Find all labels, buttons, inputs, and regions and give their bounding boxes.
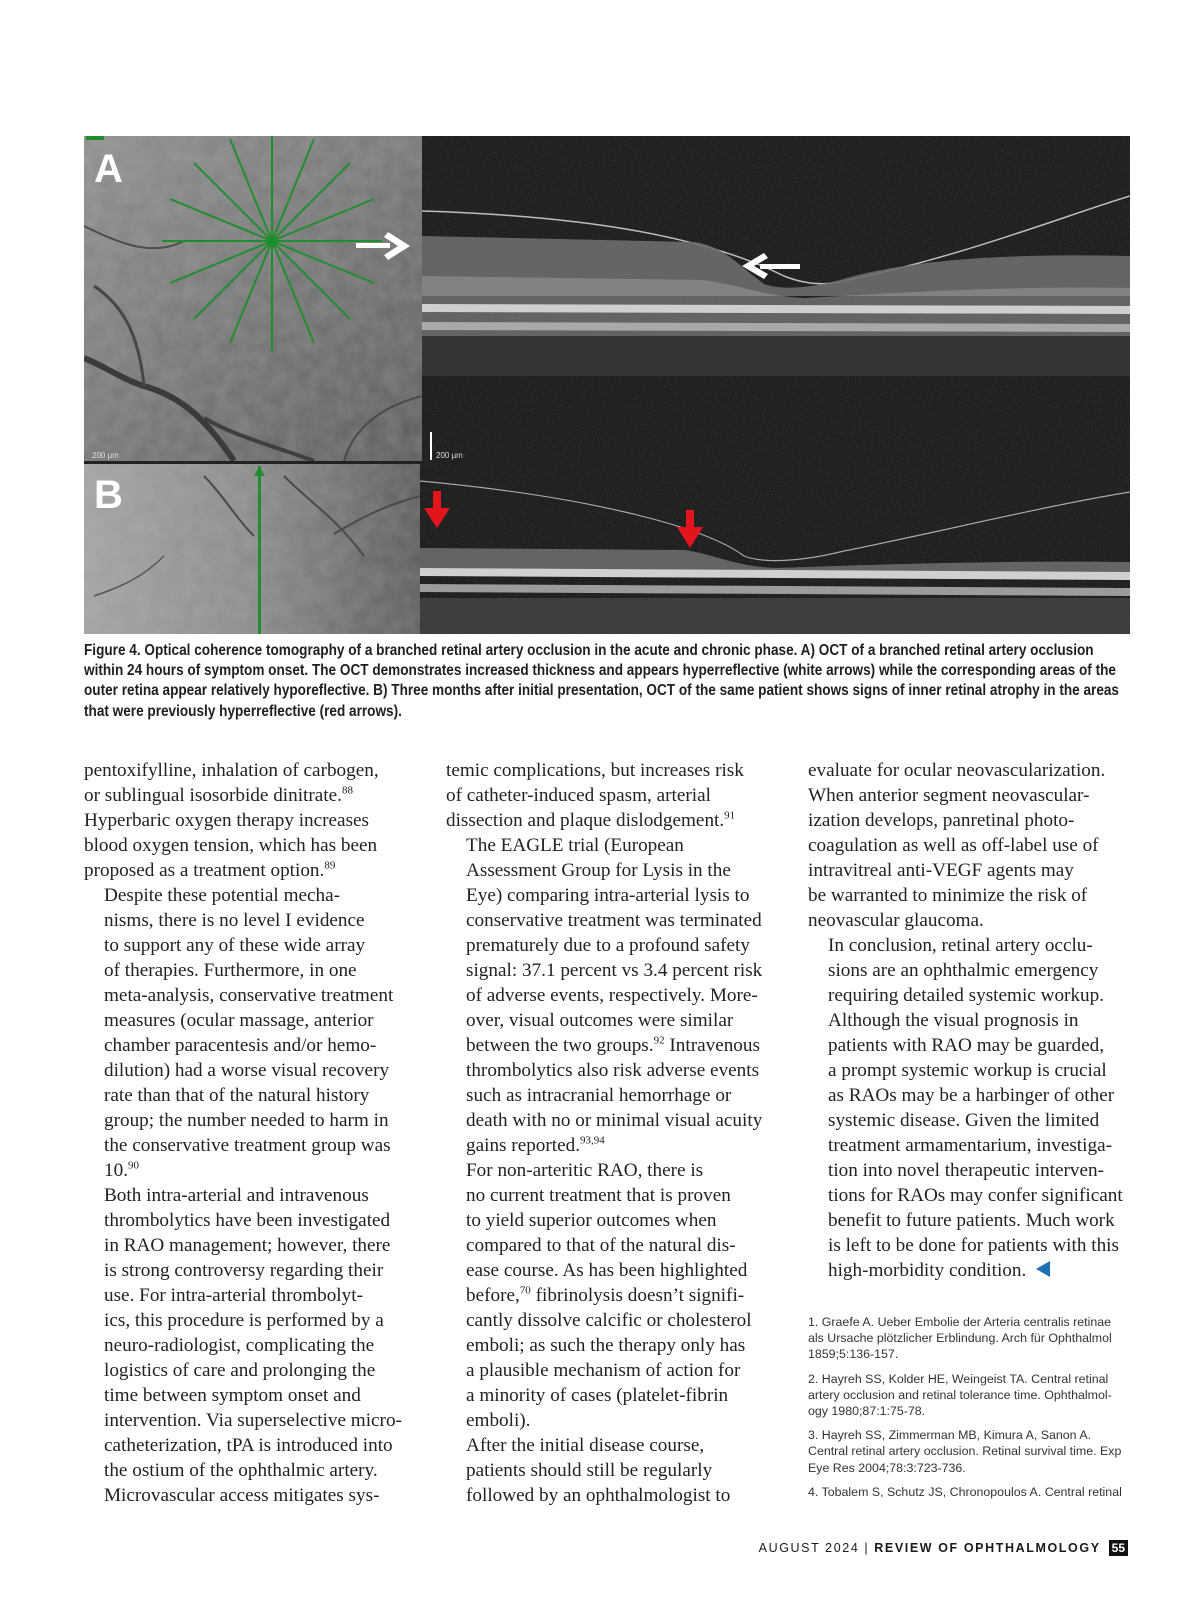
citation: 93,94	[580, 1134, 605, 1147]
citation: 91	[724, 809, 736, 822]
footer-separator: |	[864, 1541, 870, 1555]
column-3	[808, 758, 1138, 1283]
magazine-title: REVIEW OF OPHTHALMOLOGY	[874, 1541, 1101, 1555]
paragraph: The EAGLE trial (European Assessment Group for Lysis in the Eye) comparing intra-arterial lysis to conservative treatment was terminated prematurely due to a profound safety signal: 37.1 percent vs 3.4 percent risk of adverse events, respectively. More- over, visual outcomes were similar between the two groups.$^{92}$ Intravenous thrombolytics also risk adverse events such as intracranial hemorrhage or death with no or minimal visual acuity gains reported.$^{93,94}$	[466, 835, 763, 1156]
paragraph: In conclusion, retinal artery occlu- sions are an ophthalmic emergency requiring detailed systemic workup. Although the visual prognosis in patients with RAO may be guarded, a prompt systemic workup is crucial as RAOs may be a harbinger of other systemic disease. Given the limited treatment armamentarium, investiga- tion into novel therapeutic interven- tions for RAOs may confer significant benefit to future patients. Much work is left to be done for patients with this high-morbidity condition.	[828, 935, 1123, 1281]
citation: 70	[519, 1284, 531, 1297]
panel-b-label: B	[94, 473, 123, 517]
citation: 88	[341, 784, 353, 797]
citation: 92	[653, 1034, 665, 1047]
figure-4	[84, 136, 1130, 634]
paragraph: temic complications, but increases risk of catheter-induced spasm, arterial dissection and plaque dislodgement.$^{91}$	[446, 760, 744, 831]
paragraph: Despite these potential mecha- nisms, there is no level I evidence to support any of these wide array of therapies. Furthermore, in one meta-analysis, conservative treatment measures (ocular massage, anterior chamber paracentesis and/or hemo- dilution) had a worse visual recovery rate than that of the natural history group; the number needed to harm in the conservative treatment group was 10.90	[104, 885, 394, 1181]
oct-figure-graphic	[84, 136, 1130, 634]
reference-item: 1. Graefe A. Ueber Embolie der Arteria centralis retinae als Ursache plötzlicher Erblindung. Arch für Ophthalmol 1859;5:136-157.	[808, 1315, 1112, 1362]
reference-item: 2. Hayreh SS, Kolder HE, Weingeist TA. Central retinal artery occlusion and retinal tolerance time. Ophthalmol- ogy 1980;87:1:75-78.	[808, 1371, 1112, 1419]
panel-a-fundus	[84, 136, 422, 461]
paragraph: After the initial disease course, patients should still be regularly followed by an ophthalmologist to	[466, 1435, 731, 1506]
page-footer	[759, 1540, 1128, 1556]
paragraph: evaluate for ocular neovascularization. When anterior segment neovascular- ization develops, panretinal photo- coagulation as well as off-label use of intravitreal anti-VEGF agents may be warranted to minimize the risk of neovascular glaucoma.	[808, 760, 1106, 931]
panel-a-oct	[422, 136, 1130, 461]
paragraph: Both intra-arterial and intravenous thrombolytics have been investigated in RAO management; however, there is strong controversy regarding their use. For intra-arterial thrombolyt- ics, this procedure is performed by a neuro-radiologist, complicating the logistics of care and prolonging the time between symptom onset and intervention. Via superselective micro- catheterization, tPA is introduced into the ostium of the ophthalmic artery. Microvascular access mitigates sys-	[104, 1185, 402, 1506]
panel-b-fundus	[84, 464, 420, 634]
citation: 89	[324, 859, 336, 872]
reference-item: 4. Tobalem S, Schutz JS, Chronopoulos A. Central retinal	[808, 1484, 1122, 1499]
panel-a-label: A	[94, 147, 123, 191]
column-2	[446, 758, 776, 1508]
citation: 90	[127, 1159, 139, 1172]
scale-label-a-right: 200 µm	[436, 451, 463, 460]
end-of-article-icon	[1036, 1261, 1050, 1277]
panel-b-oct	[420, 464, 1130, 634]
reference-item: 3. Hayreh SS, Zimmerman MB, Kimura A, Sanon A. Central retinal artery occlusion. Retinal survival time. Exp Eye Res 2004;78:3:723-736.	[808, 1428, 1122, 1475]
page-number: 55	[1109, 1540, 1128, 1556]
figure-caption: Figure 4. Optical coherence tomography of a branched retinal artery occlusion in the acute and chronic phase. A) OCT of a branched retinal artery occlusion within 24 hours of symptom onset. The OCT demonstrates increased thickness and appears hyperreflective (white arrows) while the corresponding areas of the outer retina appear relatively hyporeflective. B) Three months after initial presentation, OCT of the same patient shows signs of inner retinal atrophy in the areas that were previously hyperreflective (red arrows).	[84, 642, 1119, 720]
paragraph: For non-arteritic RAO, there is no current treatment that is proven to yield superior outcomes when compared to that of the natural dis- ease course. As has been highlighted before,$^{70}$ fibrinolysis doesn’t signifi- cantly dissolve calcific or cholesterol emboli; as such the therapy only has a plausible mechanism of action for a minority of cases (platelet-fibrin emboli).	[466, 1160, 752, 1431]
column-1	[84, 758, 414, 1508]
paragraph: pentoxifylline, inhalation of carbogen, or sublingual isosorbide dinitrate.$^{88}$ Hyperbaric oxygen therapy increases blood oxygen tension, which has been proposed as a treatment option.$^{89}$	[84, 760, 379, 881]
scale-label-a-left: 200 µm	[92, 451, 119, 460]
issue-date: AUGUST 2024	[758, 1541, 860, 1555]
references-list	[808, 1314, 1138, 1508]
